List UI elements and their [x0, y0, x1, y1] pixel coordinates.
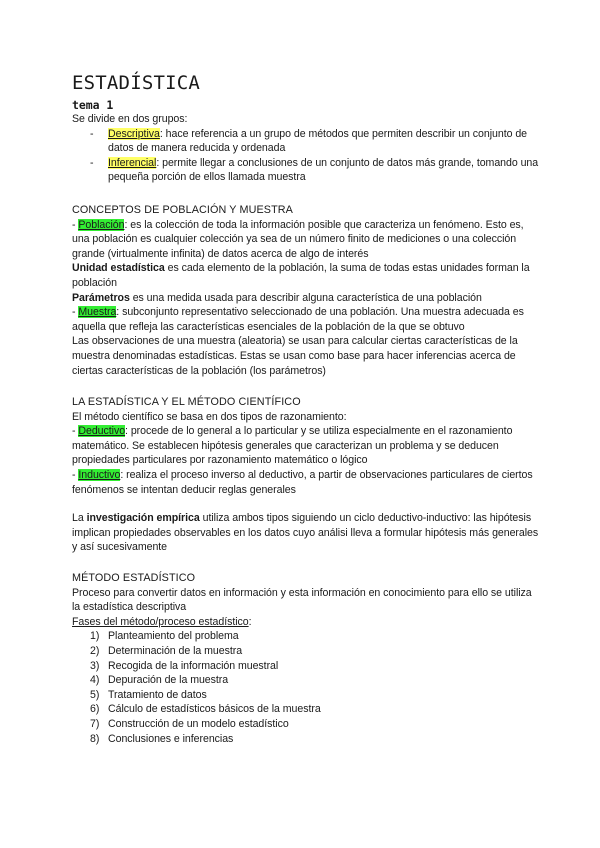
definition-text: utiliza ambos tipos siguiendo un ciclo deductivo-inductivo: las hipótesis implican propiedades observables en los datos cuyo análisi lleva a formular hipótesis más generales y así sucesivamente [72, 512, 539, 554]
list-item [90, 644, 542, 659]
dash-prefix: - [72, 469, 79, 482]
list-number: 7) [90, 717, 100, 730]
term-inductivo: Inductivo [78, 469, 121, 482]
list-number: 5) [90, 688, 100, 701]
fases-label-text: Fases del método/proceso estadístico [72, 615, 249, 628]
list-text: Cálculo de estadísticos básicos de la muestra [108, 703, 321, 716]
paragraph-observaciones: Las observaciones de una muestra (aleatoria) se usan para calcular ciertas características de la muestra denominadas estadísticas. Estas se usan como base para hacer inferencias acerca de ciertas características de la población (los parámetros) [72, 335, 518, 377]
list-number: 1) [90, 630, 100, 643]
colon: : [248, 615, 252, 628]
list-number: 8) [90, 732, 100, 745]
term-investigacion-empirica: investigación empírica [86, 512, 200, 525]
paragraph-parametros [72, 291, 542, 306]
term-deductivo: Deductivo [78, 425, 126, 438]
document-page [72, 70, 542, 746]
paragraph-unidad [72, 261, 542, 290]
term-descriptiva: Descriptiva [108, 127, 160, 140]
paragraph-razonamiento: El método científico se basa en dos tipos de razonamiento: [72, 410, 347, 423]
definition-text: : permite llegar a conclusiones de un conjunto de datos más grande, tomando una pequeña porción de ellos llamada muestra [108, 156, 539, 184]
list-item [90, 732, 542, 747]
list-item [90, 629, 542, 644]
paragraph-investigacion-empirica [72, 511, 542, 555]
term-poblacion: Población [78, 218, 125, 231]
paragraph-inductivo [72, 468, 542, 497]
list-item [90, 688, 542, 703]
paragraph-muestra [72, 305, 542, 334]
list-text: Determinación de la muestra [108, 645, 243, 657]
definition-text: : hace referencia a un grupo de métodos que permiten describir un conjunto de datos de manera reducida y ordenada [108, 127, 528, 155]
dash-prefix: - [72, 425, 79, 438]
definition-text: : subconjunto representativo seleccionado de una población. Una muestra adecuada es aquella que refleja las características esenciales de la población de la que se obtuvo [72, 306, 524, 333]
section-heading-poblacion: CONCEPTOS DE POBLACIÓN Y MUESTRA [72, 203, 293, 216]
list-item [90, 717, 542, 732]
paragraph-poblacion [72, 218, 542, 262]
term-unidad-estadistica: Unidad estadística [72, 262, 165, 275]
list-text: Tratamiento de datos [108, 688, 207, 701]
spacer [72, 497, 542, 511]
list-number: 4) [90, 674, 100, 687]
list-text: Construcción de un modelo estadístico [108, 717, 289, 730]
document-subtitle: tema 1 [72, 98, 114, 112]
dash-prefix: - [72, 218, 79, 231]
paragraph-proceso: Proceso para convertir datos en información y esta información en conocimiento para ello se utiliza la estadística descriptiva [72, 586, 532, 614]
paragraph-deductivo [72, 424, 542, 468]
text-prefix: La [72, 512, 87, 525]
list-text: Conclusiones e inferencias [108, 732, 234, 745]
list-number: 2) [90, 645, 100, 657]
list-text: Planteamiento del problema [108, 630, 239, 643]
list-number: 3) [90, 659, 100, 672]
definition-text: es una medida usada para describir alguna característica de una población [129, 291, 482, 304]
intro-text: Se divide en dos grupos: [72, 113, 188, 125]
dash-prefix: - [72, 306, 79, 319]
document-title: ESTADÍSTICA [72, 72, 201, 94]
groups-list [72, 127, 542, 185]
definition-text: es cada elemento de la población, la suma de todas estas unidades forman la población [72, 262, 530, 289]
list-item [90, 702, 542, 717]
section-heading-metodo-cientifico: LA ESTADÍSTICA Y EL MÉTODO CIENTÍFICO [72, 396, 301, 409]
term-parametros: Parámetros [72, 291, 130, 304]
definition-text: : realiza el proceso inverso al deductivo, a partir de observaciones particulares de ciertos fenómenos se intentan deducir reglas generales [72, 469, 533, 496]
section-heading-metodo-estadistico: MÉTODO ESTADÍSTICO [72, 572, 196, 585]
list-number: 6) [90, 703, 100, 716]
definition-text: : es la colección de toda la información posible que caracteriza un fenómeno. Esto es, una población es cualquier colección ya sea de un número finito de mediciones o una colección grande (virtualmente infinita) de datos acerca de algo de interés [72, 218, 524, 260]
list-item [90, 156, 542, 185]
definition-text: : procede de lo general a lo particular y se utiliza especialmente en el razonamiento matemático. Se establecen hipótesis generales que caracterizan un problema y se deducen propiedades particulares por razonamiento matemático o lógico [72, 425, 513, 467]
term-muestra: Muestra [78, 306, 117, 319]
list-text: Recogida de la información muestral [108, 659, 279, 672]
list-item [90, 673, 542, 688]
term-inferencial: Inferencial [108, 156, 157, 169]
list-text: Depuración de la muestra [108, 674, 229, 687]
fases-label [72, 615, 542, 630]
fases-list [72, 629, 542, 746]
list-item [90, 127, 542, 156]
list-item [90, 659, 542, 674]
